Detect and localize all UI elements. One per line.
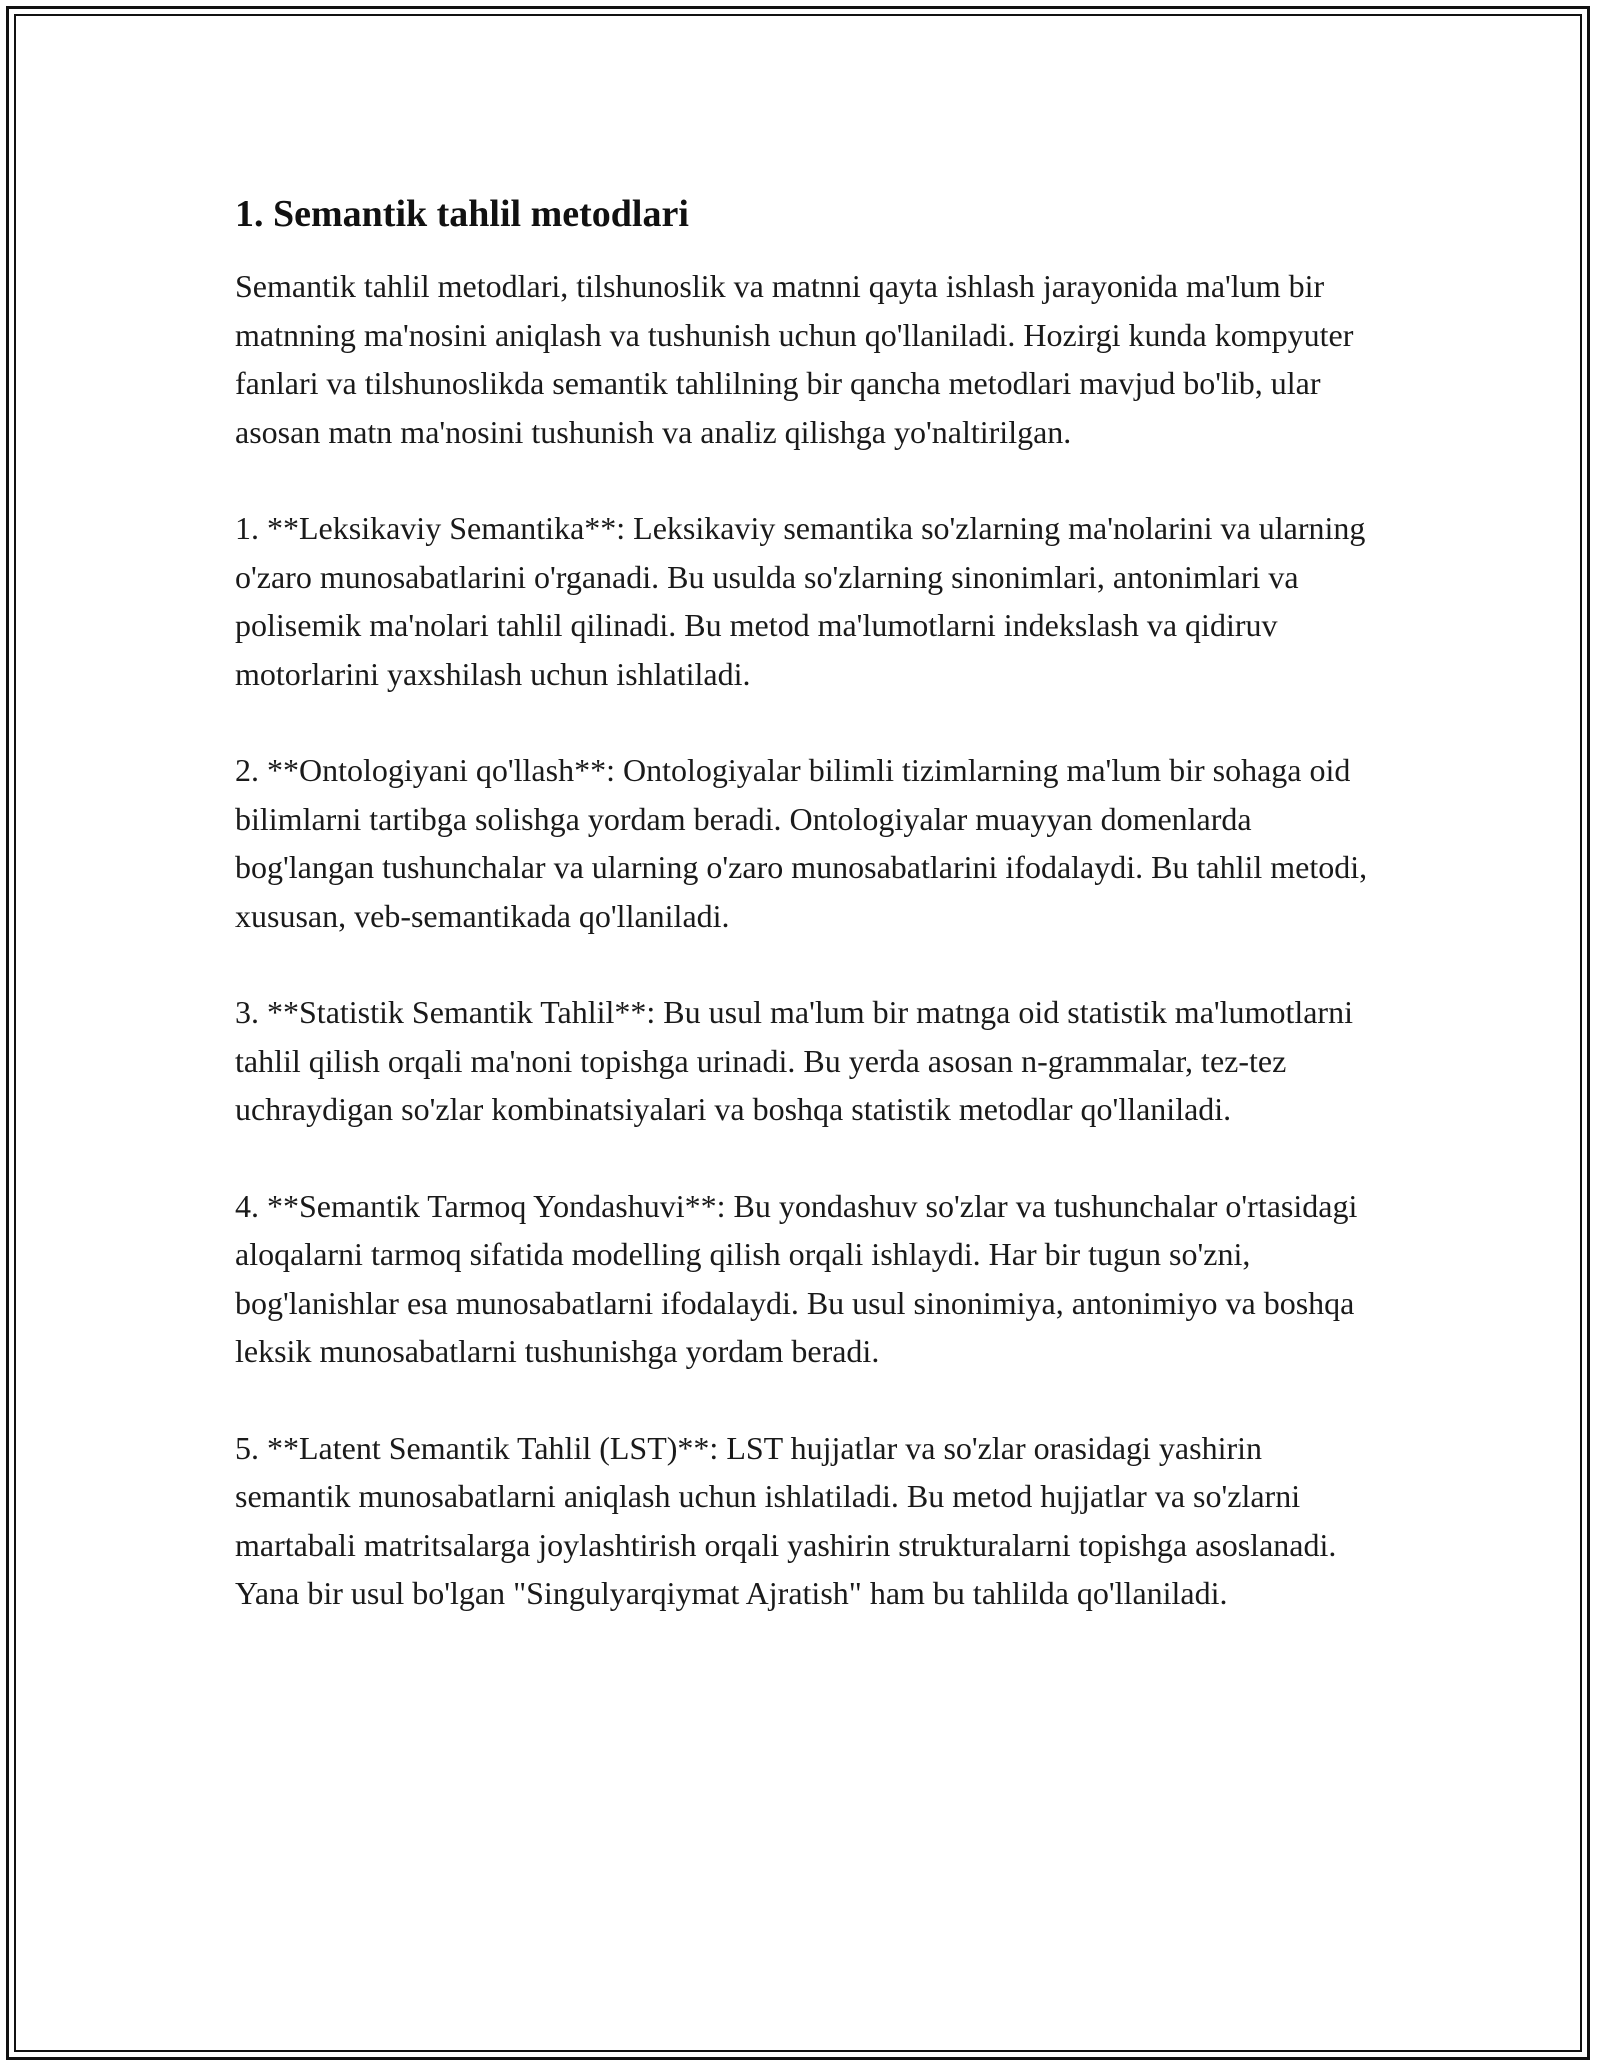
paragraph-latent-semantic-analysis: 5. **Latent Semantik Tahlil (LST)**: LST hujjatlar va so'zlar orasidagi yashirin semantik munosabatlarni aniqlash uchun ishlatiladi. Bu metod hujjatlar va so'zlarni martabali matritsalarga joylashtirish orqali yashirin strukturalarni topishga asoslanadi. Yana bir usul bo'lgan "Singulyarqiymat Ajratish" ham bu tahlilda qo'llaniladi. <box>235 1429 1337 1611</box>
paragraph-semantic-network: 4. **Semantik Tarmoq Yondashuvi**: Bu yondashuv so'zlar va tushunchalar o'rtasidagi aloqalarni tarmoq sifatida modelling qilish orqali ishlaydi. Har bir tugun so'zni, bog'lanishlar esa munosabatlarni ifodalaydi. Bu usul sinonimiya, antonimiyo va boshqa leksik munosabatlarni tushunishga yordam beradi. <box>235 1187 1358 1369</box>
section-heading: 1. Semantik tahlil metodlari <box>235 193 689 235</box>
paragraph-ontology: 2. **Ontologiyani qo'llash**: Ontologiyalar bilimli tizimlarning ma'lum bir sohaga oid bilimlarni tartibga solishga yordam beradi. Ontologiyalar muayyan domenlarda bog'langan tushunchalar va ularning o'zaro munosabatlarini ifodalaydi. Bu tahlil metodi, xususan, veb-semantikada qo'llaniladi. <box>235 752 1368 934</box>
paragraph-lexical-semantics: 1. **Leksikaviy Semantika**: Leksikaviy semantika so'zlarning ma'nolarini va ularning o'zaro munosabatlarini o'rganadi. Bu usulda so'zlarning sinonimlari, antonimlari va polisemik ma'nolari tahlil qilinadi. Bu metod ma'lumotlarni indekslash va qidiruv motorlarini yaxshilash uchun ishlatiladi. <box>235 510 1366 692</box>
paragraph-statistical-semantics: 3. **Statistik Semantik Tahlil**: Bu usul ma'lum bir matnga oid statistik ma'lumotlarni tahlil qilish orqali ma'noni topishga urinadi. Bu yerda asosan n-grammalar, tez-tez uchraydigan so'zlar kombinatsiyalari va boshqa statistik metodlar qo'llaniladi. <box>235 994 1353 1127</box>
document-body <box>235 188 1375 1666</box>
intro-paragraph: Semantik tahlil metodlari, tilshunoslik va matnni qayta ishlash jarayonida ma'lum bir matnning ma'nosini aniqlash va tushunish uchun qo'llaniladi. Hozirgi kunda kompyuter fanlari va tilshunoslikda semantik tahlilning bir qancha metodlari mavjud bo'lib, ular asosan matn ma'nosini tushunish va analiz qilishga yo'naltirilgan. <box>235 268 1354 450</box>
